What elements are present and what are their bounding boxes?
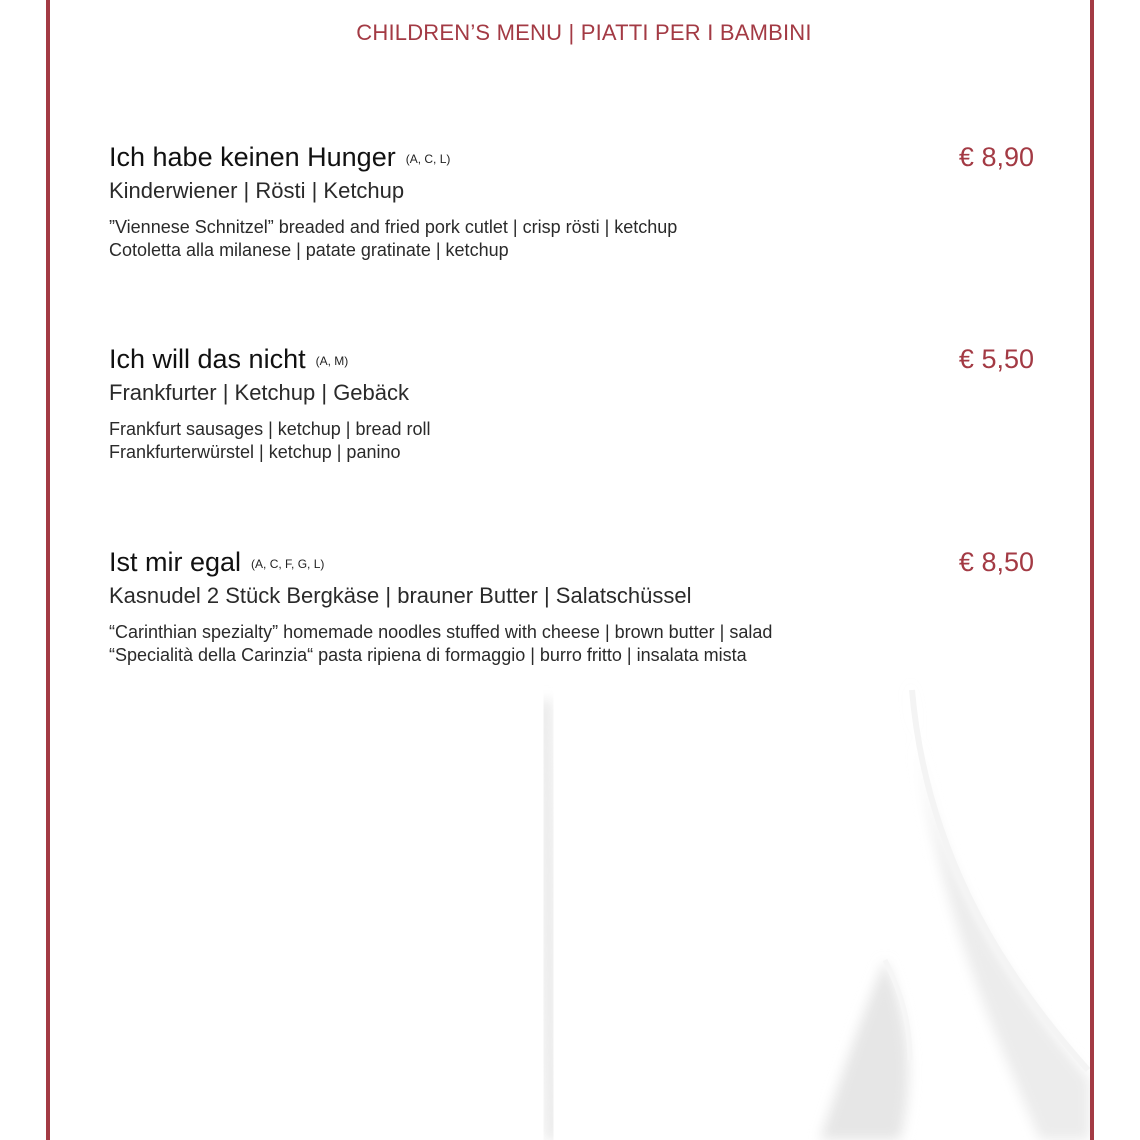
- dish-name: Ist mir egal: [109, 547, 242, 577]
- description-italian: “Specialità della Carinzia“ pasta ripiena di formaggio | burro fritto | insalata mista: [109, 645, 747, 665]
- right-border: [1090, 0, 1094, 1140]
- dish-price: € 5,50: [958, 344, 1034, 374]
- dish-description: [109, 216, 1034, 262]
- description-english: ”Viennese Schnitzel” breaded and fried pork cutlet | crisp rösti | ketchup: [109, 217, 678, 237]
- description-italian: Cotoletta alla milanese | patate gratinate | ketchup: [109, 240, 509, 260]
- description-english: “Carinthian spezialty” homemade noodles stuffed with cheese | brown butter | salad: [109, 622, 773, 642]
- allergen-codes: (A, C, F, G, L): [251, 557, 325, 571]
- menu-item: [109, 142, 1034, 262]
- menu-item: [109, 344, 1034, 464]
- menu-title: CHILDREN’S MENU | PIATTI PER I BAMBINI: [356, 20, 812, 45]
- dish-subtitle: Kinderwiener | Rösti | Ketchup: [109, 178, 405, 203]
- dish-subtitle: Frankfurter | Ketchup | Gebäck: [109, 380, 410, 405]
- description-english: Frankfurt sausages | ketchup | bread roll: [109, 419, 431, 439]
- dish-description: [109, 418, 1034, 464]
- allergen-codes: (A, C, L): [405, 152, 451, 166]
- dish-name: Ich will das nicht: [109, 344, 306, 374]
- dish-price: € 8,90: [958, 142, 1034, 172]
- menu-item-header: [109, 547, 1034, 581]
- allergen-codes: (A, M): [315, 354, 349, 368]
- left-border: [46, 0, 50, 1140]
- dish-description: [109, 621, 1034, 667]
- description-italian: Frankfurterwürstel | ketchup | panino: [109, 442, 401, 462]
- decorative-fold-graphic: [520, 660, 1090, 1140]
- menu-item-header: [109, 344, 1034, 378]
- menu-item: [109, 547, 1034, 667]
- menu-item-header: [109, 142, 1034, 176]
- dish-subtitle: Kasnudel 2 Stück Bergkäse | brauner Butter | Salatschüssel: [109, 583, 692, 608]
- dish-price: € 8,50: [958, 547, 1034, 577]
- dish-name: Ich habe keinen Hunger: [109, 142, 396, 172]
